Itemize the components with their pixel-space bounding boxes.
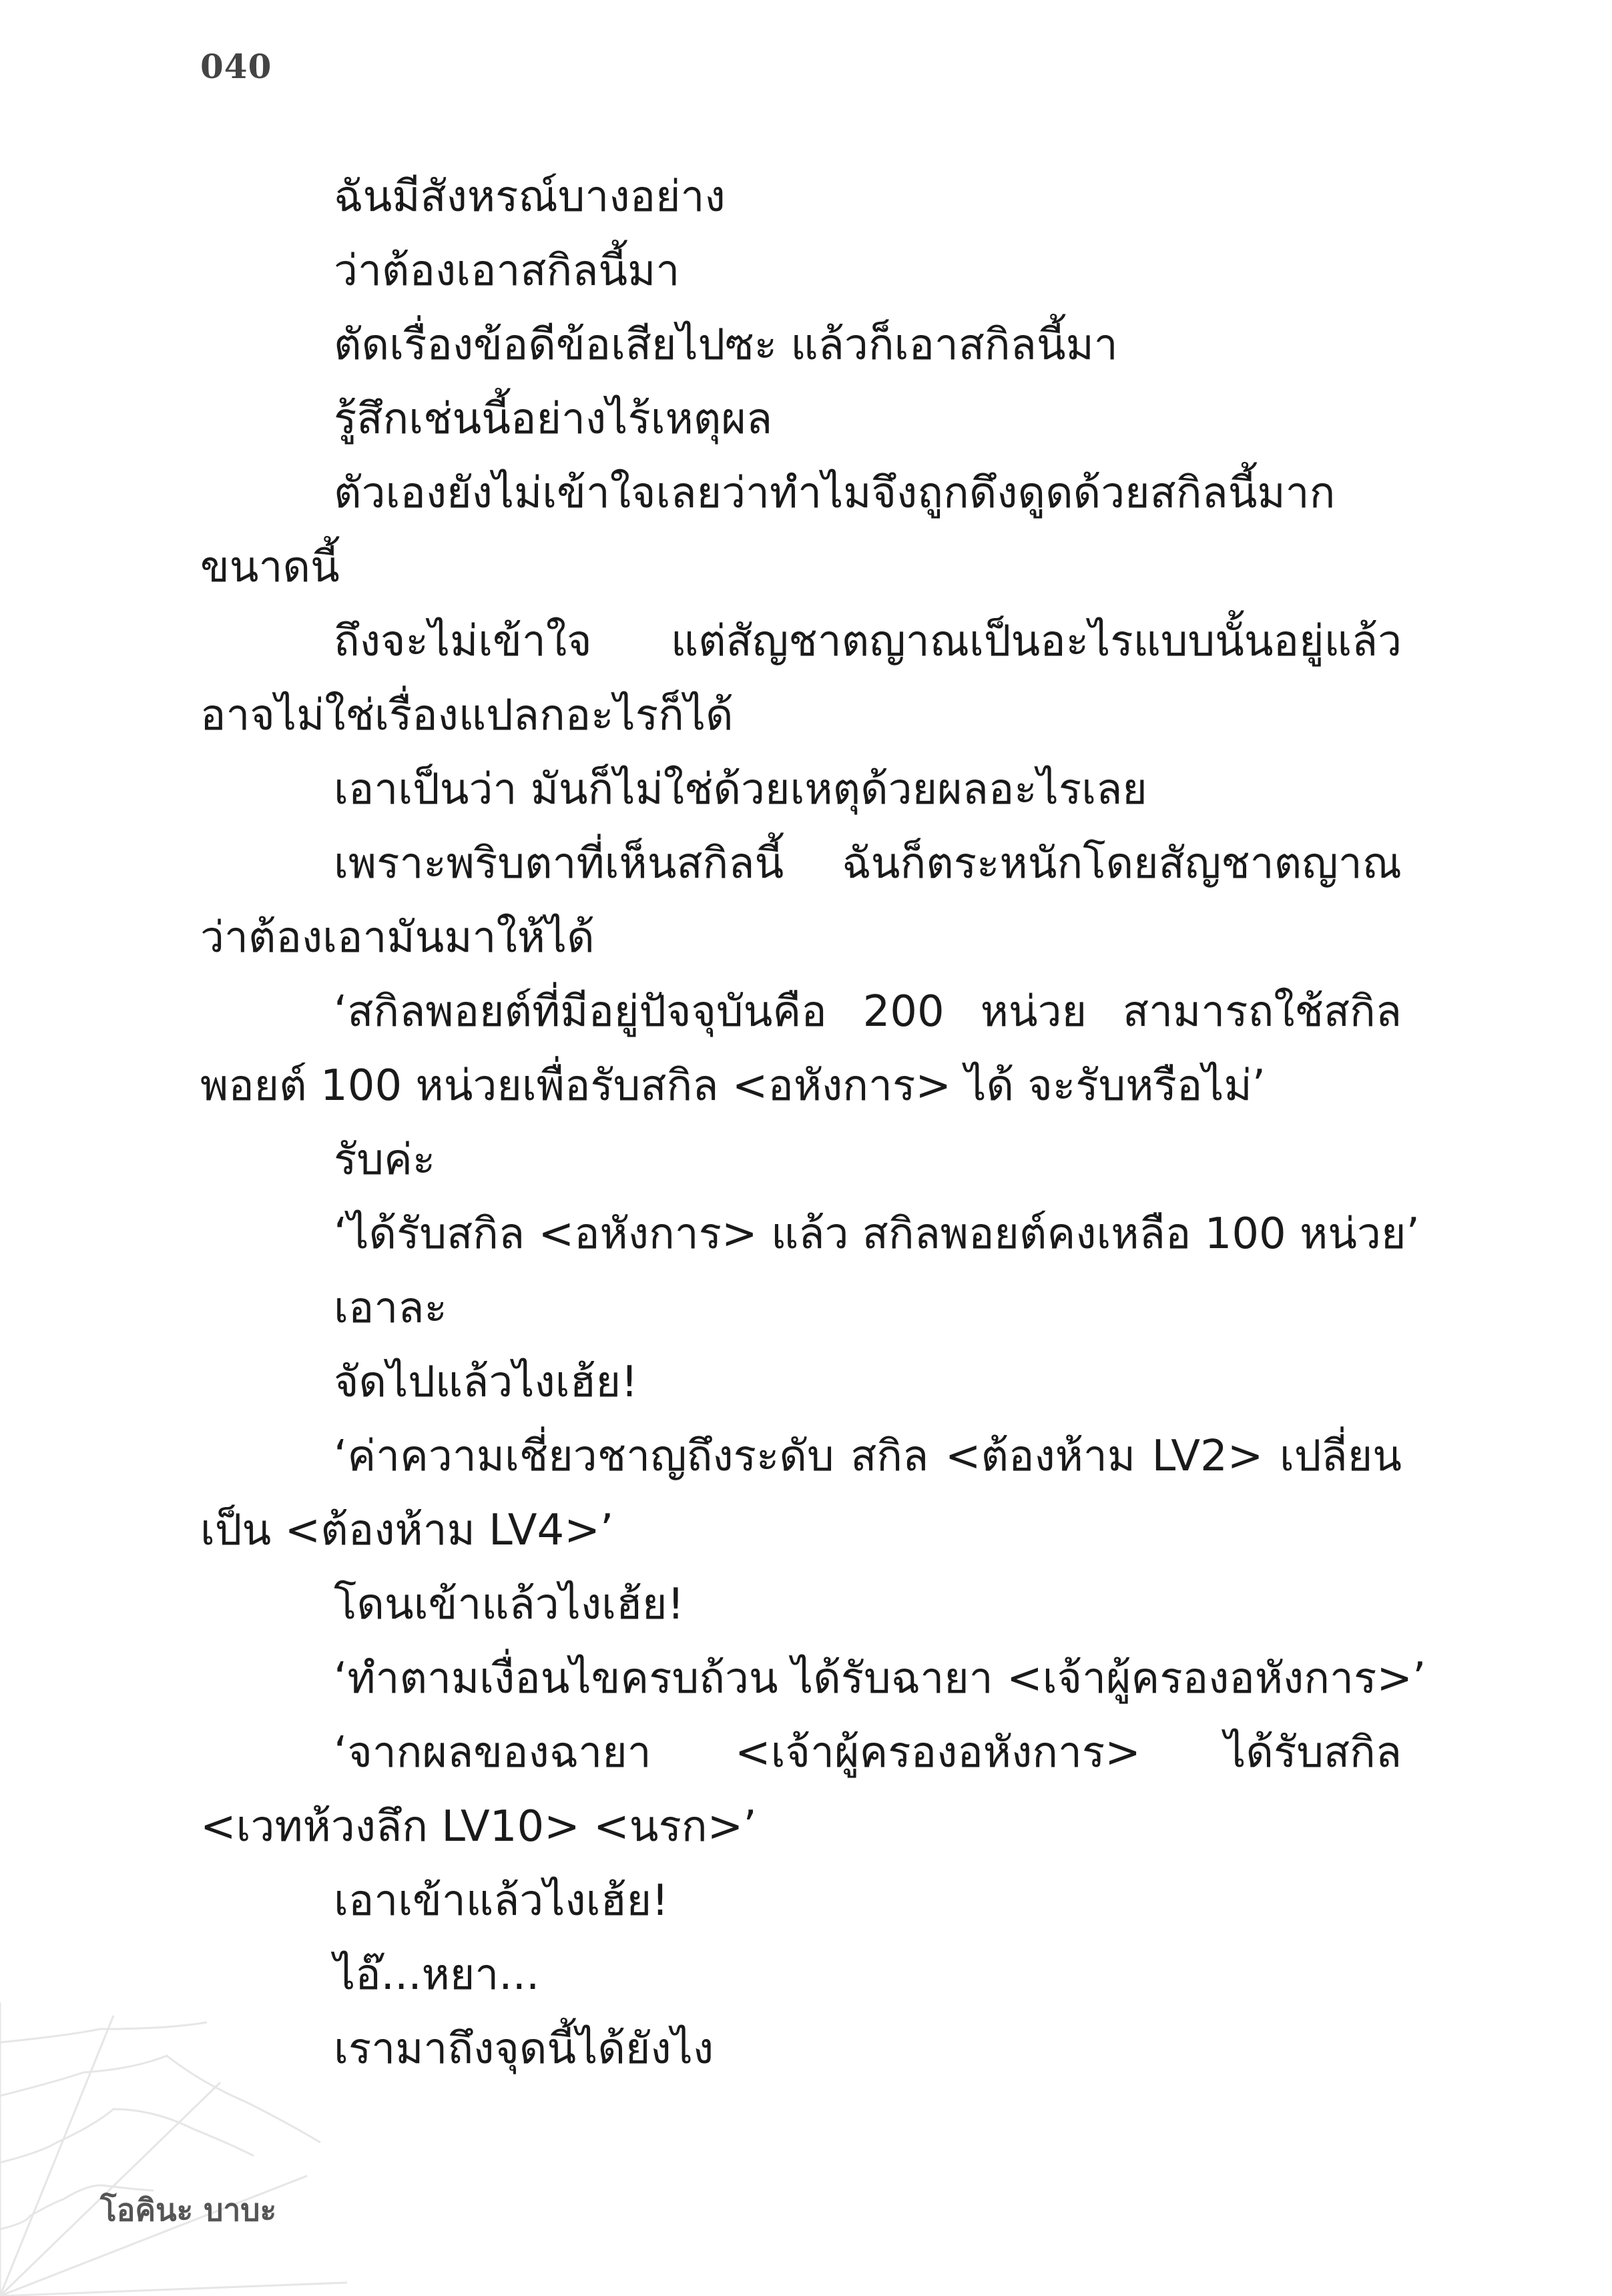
text-line: <เวทห้วงลึก LV10> <นรก>’ [200, 1802, 757, 1851]
text-line: ตัดเรื่องข้อดีข้อเสียไปซะ แล้วก็เอาสกิลนี้มา [334, 320, 1118, 370]
text-line: ‘ค่าความเชี่ยวชาญถึงระดับ สกิล <ต้องห้าม LV2> เปลี่ยน [334, 1432, 1402, 1481]
text-line: พอยต์ 100 หน่วยเพื่อรับสกิล <อหังการ> ได้ จะรับหรือไม่’ [200, 1061, 1266, 1111]
text-line: ว่าต้องเอาสกิลนี้มา [334, 246, 680, 296]
text-line: ฉันมีสังหรณ์บางอย่าง [334, 172, 726, 222]
text-line: โดนเข้าแล้วไงเฮ้ย! [334, 1580, 685, 1629]
text-line: รับค่ะ [334, 1135, 436, 1185]
text-line: ถึงจะไม่เข้าใจ แต่สัญชาตญาณเป็นอะไรแบบนั้นอยู่แล้ว [334, 617, 1402, 666]
text-line: ขนาดนี้ [200, 543, 340, 592]
spider-web-icon [0, 2002, 347, 2296]
text-line: ‘ได้รับสกิล <อหังการ> แล้ว สกิลพอยต์คงเหลือ 100 หน่วย’ [334, 1209, 1420, 1259]
text-line: ‘ทำตามเงื่อนไขครบถ้วน ได้รับฉายา <เจ้าผู้ครองอหังการ>’ [334, 1654, 1426, 1703]
body-text [200, 160, 1426, 2086]
page-number: 040 [200, 47, 272, 86]
text-line: เอาละ [334, 1283, 447, 1333]
text-line: เป็น <ต้องห้าม LV4>’ [200, 1506, 614, 1555]
text-line: ว่าต้องเอามันมาให้ได้ [200, 913, 595, 962]
footer-author: โอคินะ บาบะ [100, 2192, 277, 2228]
text-line: เอาเข้าแล้วไงเฮ้ย! [334, 1876, 669, 1926]
text-line: เรามาถึงจุดนี้ได้ยังไง [334, 2024, 714, 2074]
text-line: เพราะพริบตาที่เห็นสกิลนี้ ฉันก็ตระหนักโดยสัญชาตญาณ [334, 839, 1402, 888]
text-line: อาจไม่ใช่เรื่องแปลกอะไรก็ได้ [200, 691, 734, 740]
text-line: ไอ๊...หยา... [334, 1950, 540, 2000]
text-line: ‘จากผลของฉายา <เจ้าผู้ครองอหังการ> ได้รับสกิล [334, 1728, 1402, 1777]
text-line: จัดไปแล้วไงเฮ้ย! [334, 1358, 638, 1407]
text-line: ‘สกิลพอยต์ที่มีอยู่ปัจจุบันคือ 200 หน่วย สามารถใช้สกิล [334, 987, 1402, 1037]
text-line: ตัวเองยังไม่เข้าใจเลยว่าทำไมจึงถูกดึงดูดด้วยสกิลนี้มาก [334, 469, 1336, 518]
text-line: รู้สึกเช่นนี้อย่างไร้เหตุผล [334, 394, 773, 444]
text-line: เอาเป็นว่า มันก็ไม่ใช่ด้วยเหตุด้วยผลอะไรเลย [334, 765, 1147, 814]
